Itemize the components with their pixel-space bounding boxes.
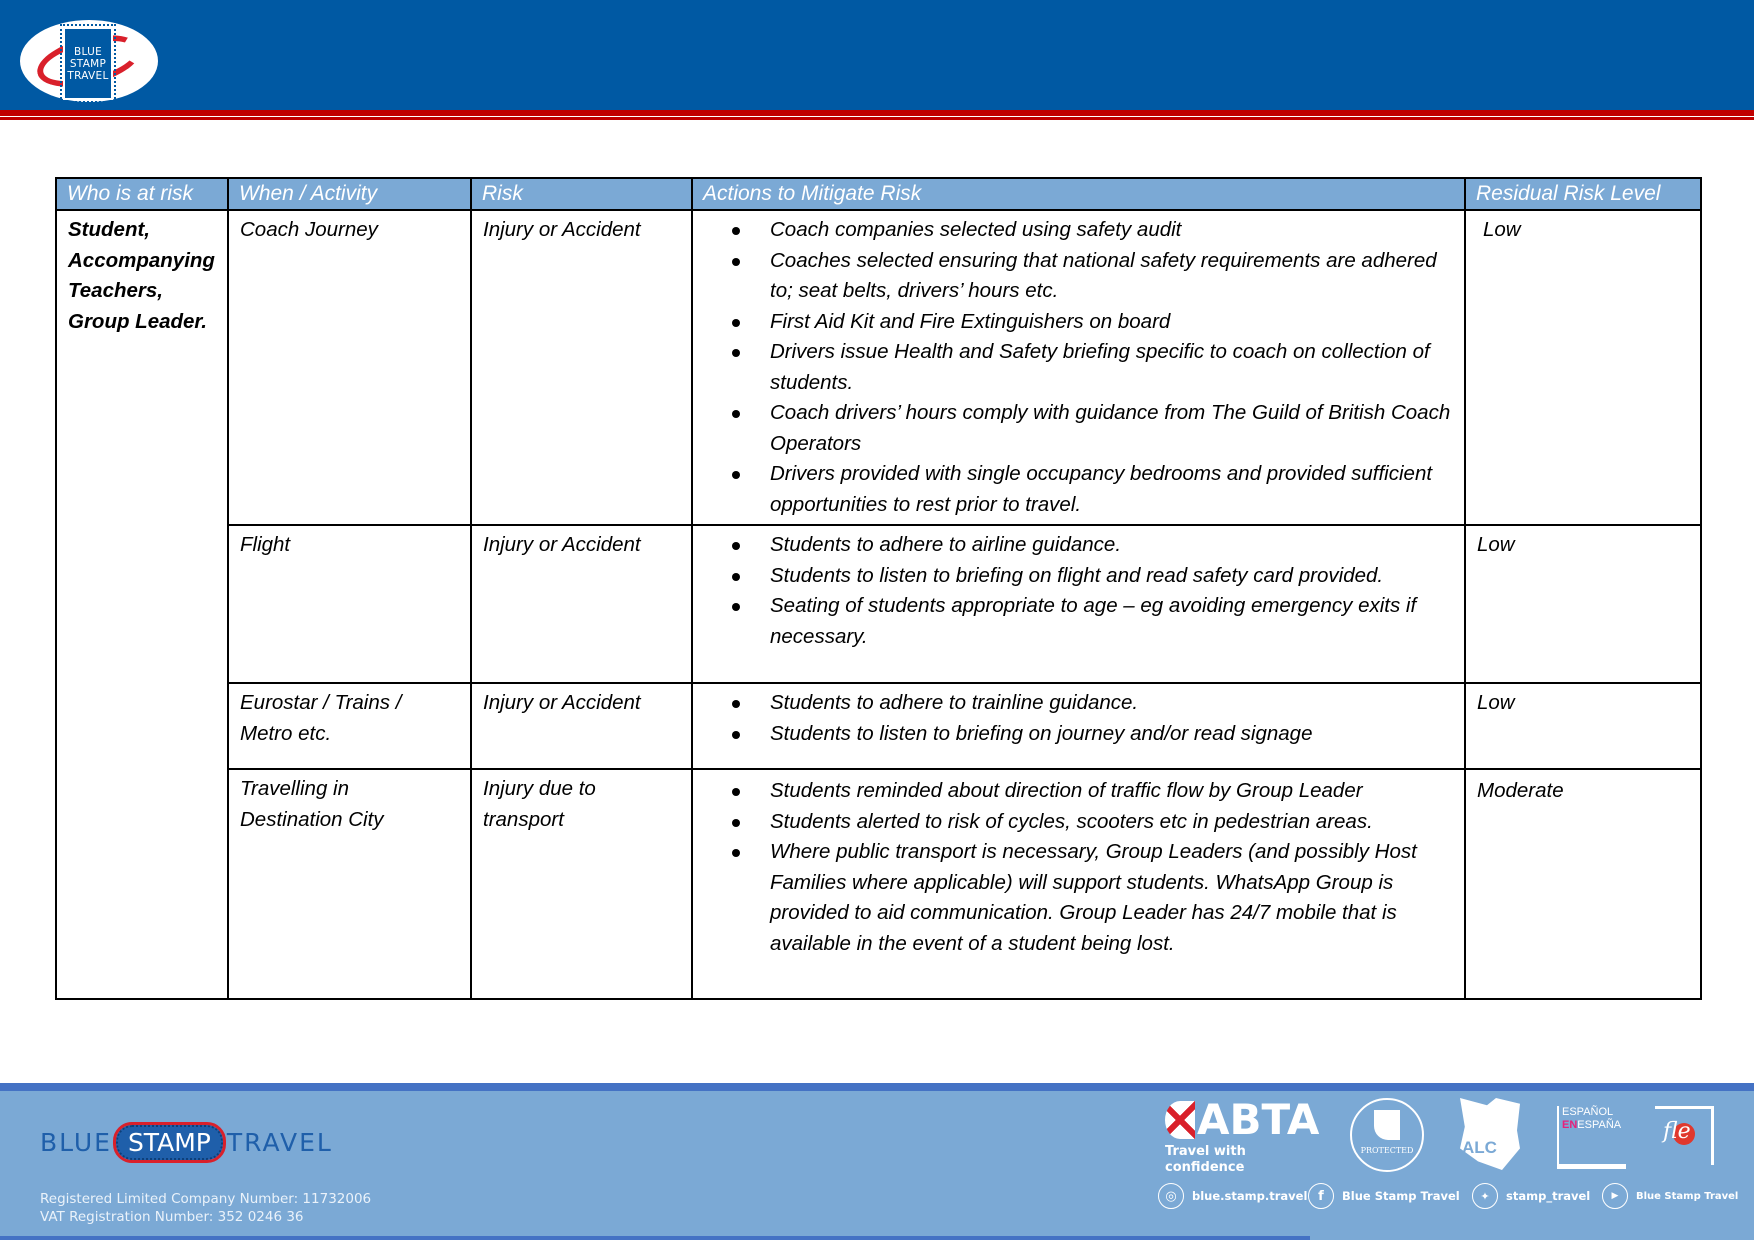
header-stripe-thin [0,117,1754,120]
ene-line1: ESPAÑOL [1562,1106,1614,1118]
facebook-icon: f [1308,1183,1334,1209]
header-bar [0,0,1754,110]
action-item: Seating of students appropriate to age – eg avoiding emergency exits if necessary. [770,591,1456,652]
atol-mark-icon [1374,1110,1400,1140]
fle-name: fle [1663,1119,1691,1144]
abta-name: ABTA [1197,1095,1320,1144]
action-item: Drivers provided with single occupancy bedrooms and provided sufficient opportunities to rest prior to travel. [770,459,1456,520]
ene-line2: ESPAÑA [1577,1119,1622,1131]
alc-map-icon [1460,1098,1520,1170]
atol-protected-logo [1350,1098,1424,1172]
actions-list [704,776,1456,959]
action-item: Students to listen to briefing on journey and/or read signage [770,719,1456,750]
table-row [56,525,1701,683]
activity-cell: Travelling in Destination City [228,769,471,999]
registration-info [40,1190,371,1226]
action-item: Coaches selected ensuring that national safety requirements are adhered to; seat belts, drivers’ hours etc. [770,246,1456,307]
company-logo[interactable] [20,20,158,102]
table-row [56,769,1701,999]
table-header-row [56,178,1701,210]
social-label: blue.stamp.travel [1192,1189,1308,1203]
residual-level-cell: Low [1465,683,1701,769]
header-stripe [0,110,1754,116]
fle-logo [1655,1106,1714,1165]
residual-level-cell: Low [1465,525,1701,683]
footer-bottom-strip [0,1236,1310,1240]
actions-cell [692,525,1465,683]
abta-globe-icon [1165,1101,1195,1139]
alc-logo [1460,1098,1520,1170]
footer-band [0,1083,1754,1091]
residual-level-cell: Low [1465,210,1701,525]
column-header-who: Who is at risk [56,178,228,210]
activity-cell: Coach Journey [228,210,471,525]
action-item: Drivers issue Health and Safety briefing specific to coach on collection of students. [770,337,1456,398]
activity-cell: Eurostar / Trains / Metro etc. [228,683,471,769]
who-at-risk-cell: Student, Accompanying Teachers, Group Leader. [56,210,228,999]
table-row [56,210,1701,525]
brand-word-travel: TRAVEL [226,1127,333,1157]
social-label: stamp_travel [1506,1189,1591,1203]
table-row [56,683,1701,769]
social-facebook[interactable] [1308,1183,1460,1209]
brand-word-stamp: STAMP [116,1125,223,1160]
social-instagram[interactable] [1158,1183,1307,1209]
footer-brand-logo[interactable] [40,1122,333,1162]
actions-list [704,215,1456,520]
logo-line: TRAVEL [67,69,109,82]
risk-cell: Injury or Accident [471,683,692,769]
actions-cell [692,769,1465,999]
social-label: Blue Stamp Travel [1636,1190,1739,1202]
column-header-actions: Actions to Mitigate Risk [692,178,1465,210]
column-header-activity: When / Activity [228,178,471,210]
logo-line: BLUE [73,45,103,58]
actions-list [704,530,1456,652]
twitter-icon: ✦ [1472,1183,1498,1209]
alc-name: ALC [1462,1138,1497,1157]
action-item: Coach drivers’ hours comply with guidance from The Guild of British Coach Operators [770,398,1456,459]
residual-level-cell: Moderate [1465,769,1701,999]
social-label: Blue Stamp Travel [1342,1189,1460,1203]
activity-cell: Flight [228,525,471,683]
actions-cell [692,210,1465,525]
action-item: Students to adhere to airline guidance. [770,530,1456,561]
actions-cell [692,683,1465,769]
action-item: Coach companies selected using safety audit [770,215,1456,246]
actions-list [704,688,1456,749]
social-twitter[interactable] [1472,1183,1590,1209]
risk-assessment-table [55,177,1702,1000]
action-item: Students to adhere to trainline guidance. [770,688,1456,719]
action-item: First Aid Kit and Fire Extinguishers on board [770,307,1456,338]
action-item: Students reminded about direction of traffic flow by Group Leader [770,776,1456,807]
risk-cell: Injury or Accident [471,525,692,683]
social-youtube[interactable] [1602,1183,1738,1209]
youtube-icon: ▶ [1602,1183,1628,1209]
column-header-level: Residual Risk Level [1465,178,1701,210]
action-item: Students alerted to risk of cycles, scooters etc in pedestrian areas. [770,807,1456,838]
logo-line: STAMP [69,57,107,70]
vat-number: VAT Registration Number: 352 0246 36 [40,1209,304,1225]
column-header-risk: Risk [471,178,692,210]
action-item: Students to listen to briefing on flight and read safety card provided. [770,561,1456,592]
instagram-icon: ◎ [1158,1183,1184,1209]
ene-prefix: EN [1562,1119,1578,1131]
abta-logo [1165,1095,1325,1176]
logo-stamp [63,27,113,100]
risk-cell: Injury or Accident [471,210,692,525]
company-number: Registered Limited Company Number: 11732006 [40,1191,372,1207]
abta-tagline: Travel with confidence [1165,1144,1246,1175]
action-item: Where public transport is necessary, Group Leaders (and possibly Host Families where applicable) will support students. WhatsApp Group is provided to aid communication. Group Leader has 24/7 mobile that is available in the event of a student being lost. [770,837,1456,959]
risk-cell: Injury due to transport [471,769,692,999]
brand-word-blue: BLUE [40,1127,112,1157]
espanol-en-espana-logo [1557,1106,1626,1169]
atol-text: PROTECTED [1360,1146,1414,1155]
